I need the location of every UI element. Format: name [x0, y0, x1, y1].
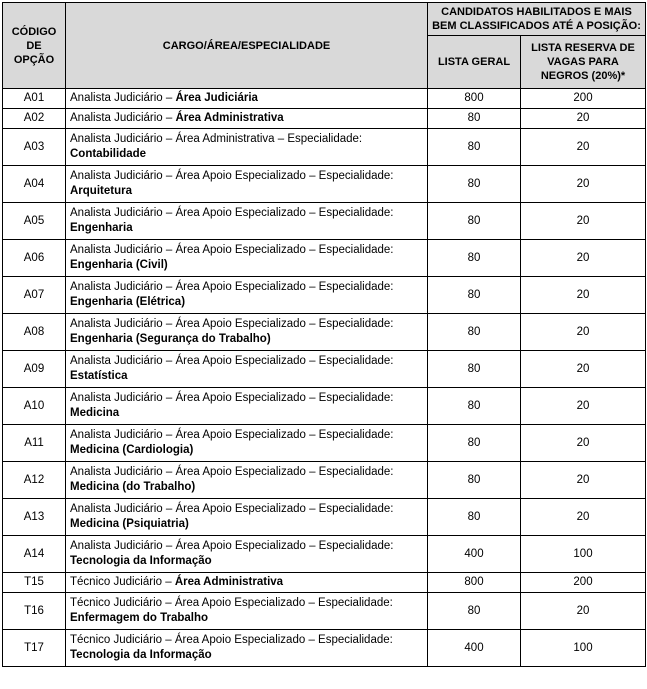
lista-geral-value: 80 — [428, 203, 521, 240]
cargo-prefix: Técnico Judiciário – Área Apoio Especializado – Especialidade: — [70, 634, 393, 646]
cargo-specialty: Tecnologia da Informação — [70, 649, 212, 661]
cargo-specialty: Tecnologia da Informação — [70, 555, 212, 567]
cargo-specialty: Engenharia (Segurança do Trabalho) — [70, 333, 271, 345]
lista-reserva-value: 20 — [521, 351, 646, 388]
table-body — [3, 89, 646, 667]
cargo-specialty: Medicina (Cardiologia) — [70, 444, 194, 456]
header-lista-geral: LISTA GERAL — [428, 36, 521, 89]
lista-geral-value: 400 — [428, 536, 521, 573]
table-row — [3, 536, 646, 573]
lista-geral-value: 80 — [428, 499, 521, 536]
header-row-top — [3, 3, 646, 36]
cargo-specialty: Área Administrativa — [174, 576, 284, 588]
cargo-prefix: Analista Judiciário – Área Apoio Especializado – Especialidade: — [70, 540, 394, 552]
option-code: A06 — [3, 240, 66, 277]
option-code: A02 — [3, 109, 66, 129]
cargo-specialty: Contabilidade — [70, 148, 147, 160]
lista-reserva-value: 20 — [521, 203, 646, 240]
cargo-specialty: Medicina — [70, 407, 120, 419]
cargo-prefix: Analista Judiciário – Área Administrativa – Especialidade: — [70, 133, 363, 145]
table-row — [3, 462, 646, 499]
option-code: A07 — [3, 277, 66, 314]
table-row — [3, 109, 646, 129]
cargo-description — [66, 351, 428, 388]
option-code: T16 — [3, 593, 66, 630]
option-code: A01 — [3, 89, 66, 109]
cargo-description — [66, 499, 428, 536]
cargo-description — [66, 593, 428, 630]
lista-reserva-value: 100 — [521, 630, 646, 667]
cargo-description — [66, 240, 428, 277]
lista-reserva-value: 200 — [521, 89, 646, 109]
lista-geral-value: 80 — [428, 593, 521, 630]
option-code: A10 — [3, 388, 66, 425]
lista-geral-value: 800 — [428, 89, 521, 109]
cargo-prefix: Analista Judiciário – Área Apoio Especializado – Especialidade: — [70, 318, 394, 330]
cargo-description — [66, 573, 428, 593]
table-row — [3, 277, 646, 314]
lista-geral-value: 80 — [428, 240, 521, 277]
option-code: A08 — [3, 314, 66, 351]
cargo-description — [66, 109, 428, 129]
cargo-prefix: Técnico Judiciário – — [70, 576, 175, 588]
option-code: A13 — [3, 499, 66, 536]
cargo-prefix: Técnico Judiciário – Área Apoio Especializado – Especialidade: — [70, 597, 393, 609]
option-code: A09 — [3, 351, 66, 388]
cargo-specialty: Estatística — [70, 370, 128, 382]
cargo-description — [66, 462, 428, 499]
cargo-prefix: Analista Judiciário – Área Apoio Especializado – Especialidade: — [70, 207, 394, 219]
lista-reserva-value: 20 — [521, 166, 646, 203]
cargo-description — [66, 203, 428, 240]
cargo-specialty: Engenharia (Civil) — [70, 259, 168, 271]
cargo-specialty: Medicina (do Trabalho) — [70, 481, 196, 493]
lista-reserva-value: 20 — [521, 129, 646, 166]
lista-reserva-value: 20 — [521, 593, 646, 630]
lista-geral-value: 80 — [428, 462, 521, 499]
cargo-specialty: Área Administrativa — [175, 112, 284, 124]
cargo-prefix: Analista Judiciário – Área Apoio Especializado – Especialidade: — [70, 355, 394, 367]
lista-reserva-value: 20 — [521, 109, 646, 129]
cargo-prefix: Analista Judiciário – Área Apoio Especializado – Especialidade: — [70, 281, 394, 293]
lista-reserva-value: 20 — [521, 277, 646, 314]
lista-reserva-value: 20 — [521, 388, 646, 425]
header-cargo: CARGO/ÁREA/ESPECIALIDADE — [66, 3, 428, 89]
cargo-prefix: Analista Judiciário – Área Apoio Especializado – Especialidade: — [70, 170, 394, 182]
table-row — [3, 593, 646, 630]
cargo-prefix: Analista Judiciário – — [70, 112, 176, 124]
cargo-prefix: Analista Judiciário – Área Apoio Especializado – Especialidade: — [70, 244, 394, 256]
lista-reserva-value: 20 — [521, 499, 646, 536]
candidates-table — [2, 2, 646, 667]
lista-geral-value: 400 — [428, 630, 521, 667]
table-row — [3, 499, 646, 536]
lista-geral-value: 80 — [428, 388, 521, 425]
lista-geral-value: 80 — [428, 314, 521, 351]
header-codigo: CÓDIGO DE OPÇÃO — [3, 3, 66, 89]
lista-reserva-value: 20 — [521, 462, 646, 499]
lista-reserva-value: 20 — [521, 314, 646, 351]
lista-geral-value: 80 — [428, 351, 521, 388]
cargo-description — [66, 129, 428, 166]
table-row — [3, 314, 646, 351]
lista-geral-value: 80 — [428, 129, 521, 166]
table-row — [3, 166, 646, 203]
table-row — [3, 89, 646, 109]
cargo-specialty: Medicina (Psiquiatria) — [70, 518, 189, 530]
lista-reserva-value: 100 — [521, 536, 646, 573]
table-row — [3, 351, 646, 388]
cargo-description — [66, 536, 428, 573]
option-code: T15 — [3, 573, 66, 593]
cargo-specialty: Enfermagem do Trabalho — [70, 612, 209, 624]
table-row — [3, 240, 646, 277]
table-row — [3, 630, 646, 667]
header-lista-reserva: LISTA RESERVA DE VAGAS PARA NEGROS (20%)* — [521, 36, 646, 89]
lista-reserva-value: 20 — [521, 240, 646, 277]
cargo-description — [66, 425, 428, 462]
lista-geral-value: 800 — [428, 573, 521, 593]
cargo-description — [66, 166, 428, 203]
table-row — [3, 388, 646, 425]
option-code: A03 — [3, 129, 66, 166]
cargo-specialty: Área Judiciária — [175, 92, 258, 104]
lista-reserva-value: 20 — [521, 425, 646, 462]
cargo-description — [66, 314, 428, 351]
lista-geral-value: 80 — [428, 166, 521, 203]
table-row — [3, 129, 646, 166]
option-code: A12 — [3, 462, 66, 499]
header-candidatos: CANDIDATOS HABILITADOS E MAIS BEM CLASSIFICADOS ATÉ A POSIÇÃO: — [428, 3, 646, 36]
cargo-description — [66, 388, 428, 425]
table-row — [3, 203, 646, 240]
lista-geral-value: 80 — [428, 109, 521, 129]
table-row — [3, 573, 646, 593]
cargo-description — [66, 89, 428, 109]
cargo-prefix: Analista Judiciário – Área Apoio Especializado – Especialidade: — [70, 392, 394, 404]
cargo-description — [66, 630, 428, 667]
cargo-prefix: Analista Judiciário – Área Apoio Especializado – Especialidade: — [70, 429, 394, 441]
lista-reserva-value: 200 — [521, 573, 646, 593]
cargo-specialty: Engenharia (Elétrica) — [70, 296, 186, 308]
cargo-specialty: Arquitetura — [70, 185, 132, 197]
table-row — [3, 425, 646, 462]
cargo-description — [66, 277, 428, 314]
option-code: A04 — [3, 166, 66, 203]
option-code: T17 — [3, 630, 66, 667]
lista-geral-value: 80 — [428, 425, 521, 462]
option-code: A14 — [3, 536, 66, 573]
option-code: A11 — [3, 425, 66, 462]
cargo-prefix: Analista Judiciário – Área Apoio Especializado – Especialidade: — [70, 503, 394, 515]
cargo-prefix: Analista Judiciário – — [70, 92, 176, 104]
cargo-specialty: Engenharia — [70, 222, 133, 234]
lista-geral-value: 80 — [428, 277, 521, 314]
option-code: A05 — [3, 203, 66, 240]
cargo-prefix: Analista Judiciário – Área Apoio Especializado – Especialidade: — [70, 466, 394, 478]
